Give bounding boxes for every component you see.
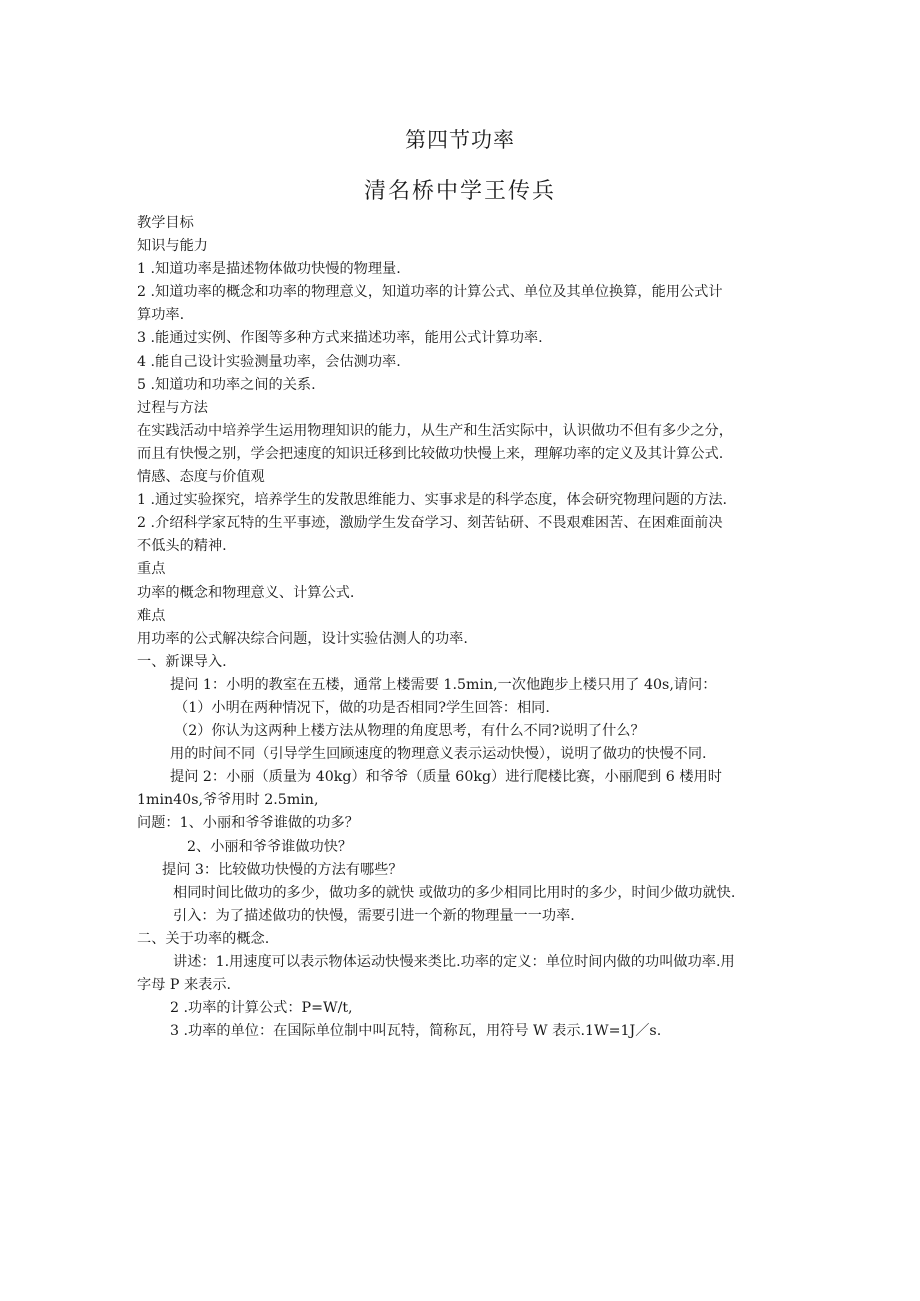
paragraph-line: 2、小丽和爷爷谁做功快？ <box>187 838 353 855</box>
paragraph-line: 提问 1：小明的教室在五楼，通常上楼需要 1.5min,一次他跑步上楼只用了 40s,请问： <box>170 676 717 693</box>
paragraph-line: 2 .介绍科学家瓦特的生平事迹，激励学生发奋学习、刻苦钻研、不畏艰难困苦、在困难面前决 <box>137 515 723 532</box>
document-body <box>137 212 797 1043</box>
paragraph-line: （1）小明在两种情况下，做的功是否相同?学生回答：相同. <box>174 699 550 716</box>
page-title: 第四节功率 <box>405 128 515 152</box>
paragraph-line: 在实践活动中培养学生运用物理知识的能力，从生产和生活实际中，认识做功不但有多少之分， <box>137 422 733 439</box>
paragraph-line: 不低头的精神. <box>137 538 227 555</box>
section-heading: 二、关于功率的概念. <box>137 930 270 947</box>
paragraph-line: 相同时间比做功的多少，做功多的就快 或做功的多少相同比用时的多少，时间少做功就快. <box>173 884 736 901</box>
paragraph-line: 5 .知道功和功率之间的关系. <box>137 376 316 393</box>
paragraph-line: 3 .功率的单位：在国际单位制中叫瓦特，简称瓦，用符号 W 表示.1W=1J／s. <box>170 1023 662 1040</box>
subsection-heading: 情感、态度与价值观 <box>137 469 265 486</box>
paragraph-line: 讲述：1.用速度可以表示物体运动快慢来类比.功率的定义：单位时间内做的功叫做功率.用 <box>173 954 735 970</box>
paragraph-line: 1 .知道功率是描述物体做功快慢的物理量. <box>137 261 401 278</box>
paragraph-line: 2 .知道功率的概念和功率的物理意义，知道功率的计算公式、单位及其单位换算，能用公式计 <box>137 284 723 301</box>
section-heading: 重点 <box>137 561 166 578</box>
paragraph-line: 字母 P 来表示. <box>137 977 232 994</box>
author-line: 清名桥中学王传兵 <box>363 179 556 204</box>
paragraph-line: 提问 2：小丽（质量为 40kg）和爷爷（质量 60kg）进行爬楼比赛，小丽爬到 6 楼用时 <box>170 769 722 786</box>
paragraph-line: 功率的概念和物理意义、计算公式. <box>137 584 355 601</box>
paragraph-line: 3 .能通过实例、作图等多种方式来描述功率，能用公式计算功率. <box>137 330 543 347</box>
paragraph-line: 提问 3：比较做功快慢的方法有哪些？ <box>162 861 403 878</box>
subsection-heading: 过程与方法 <box>137 399 208 416</box>
paragraph-line: 4 .能自己设计实验测量功率，会估测功率. <box>137 353 401 370</box>
paragraph-line: 算功率. <box>137 307 185 324</box>
paragraph-line: 1 .通过实验探究，培养学生的发散思维能力、实事求是的科学态度，体会研究物理问题的方法. <box>137 492 728 509</box>
paragraph-line: （2）你认为这两种上楼方法从物理的角度思考，有什么不同?说明了什么？ <box>174 723 645 740</box>
paragraph-line: 2 .功率的计算公式：P=W/t, <box>170 1000 353 1017</box>
section-heading: 一、新课导入. <box>137 653 227 670</box>
paragraph-line: 1min40s,爷爷用时 2.5min, <box>137 792 319 809</box>
subsection-heading: 知识与能力 <box>137 238 208 255</box>
paragraph-line: 引入：为了描述做功的快慢，需要引进一个新的物理量一一功率. <box>173 907 575 924</box>
paragraph-line: 问题：1、小丽和爷爷谁做的功多？ <box>137 815 359 832</box>
section-heading: 教学目标 <box>137 215 194 231</box>
paragraph-line: 用功率的公式解决综合问题，设计实验估测人的功率. <box>137 630 468 647</box>
section-heading: 难点 <box>137 607 166 624</box>
paragraph-line: 用的时间不同（引导学生回顾速度的物理意义表示运动快慢），说明了做功的快慢不同. <box>170 746 707 763</box>
paragraph-line: 而且有快慢之别，学会把速度的知识迁移到比较做功快慢上来，理解功率的定义及其计算公式. <box>137 445 724 462</box>
